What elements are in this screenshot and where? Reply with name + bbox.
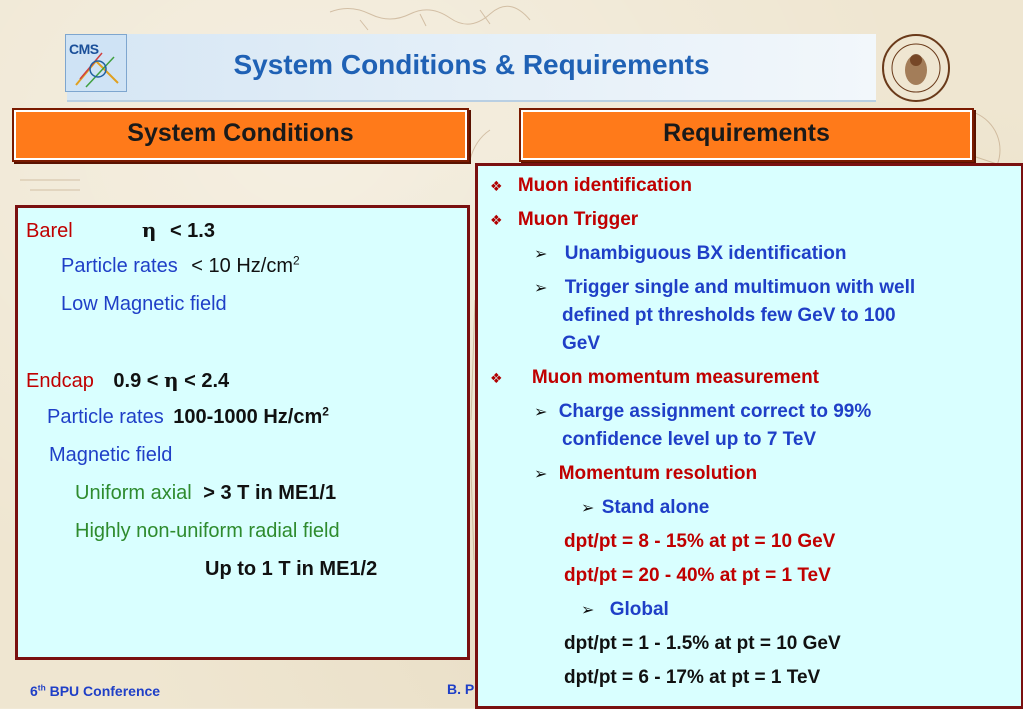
endcap-rates-value: 100-1000 Hz/cm — [173, 406, 323, 428]
arrow-bullet-icon: ➢ — [534, 244, 548, 263]
title-bar — [67, 34, 876, 102]
requirements-header — [519, 108, 974, 162]
standalone-line1: dpt/pt = 8 - 15% at pt = 10 GeV — [564, 531, 836, 552]
diamond-bullet-icon: ❖ — [490, 213, 503, 229]
arrow-bullet-icon: ➢ — [534, 278, 548, 297]
diamond-bullet-icon: ❖ — [490, 179, 503, 195]
footer-conf-prefix: 6 — [30, 683, 38, 699]
arrow-bullet-icon: ➢ — [534, 402, 548, 421]
endcap-rates-row — [47, 406, 329, 429]
req-item-momentum — [490, 367, 819, 389]
global-text: Global — [609, 599, 669, 620]
req-sub-trigger-line2: defined pt thresholds few GeV to 100 — [562, 305, 896, 326]
standalone-row — [581, 497, 709, 519]
nonuniform-label: Highly non-uniform radial field — [75, 520, 340, 542]
requirements-panel — [475, 163, 1023, 709]
endcap-rates-label: Particle rates — [47, 406, 164, 428]
req-item-muon-trigger — [490, 209, 638, 231]
barel-rates-row — [61, 255, 300, 278]
university-seal — [880, 32, 952, 104]
uniform-label: Uniform axial — [75, 482, 192, 504]
endcap-eta-low: 0.9 < — [113, 370, 159, 392]
footer-conf-sup: th — [37, 682, 46, 693]
req-sub-trigger-text1: Trigger single and multimuon with well — [564, 277, 916, 298]
barel-rates-label: Particle rates — [61, 255, 178, 277]
barel-eta-value: < 1.3 — [169, 220, 215, 242]
system-conditions-title: System Conditions — [127, 119, 354, 147]
endcap-rates-exp: 2 — [322, 404, 329, 419]
standalone-line2: dpt/pt = 20 - 40% at pt = 1 TeV — [564, 565, 831, 586]
uniform-value: > 3 T in ME1/1 — [203, 482, 337, 504]
cms-logo — [65, 34, 127, 92]
diamond-bullet-icon: ❖ — [490, 371, 503, 387]
barel-row — [26, 218, 215, 243]
system-conditions-header — [12, 108, 469, 162]
req-item-muon-id — [490, 175, 692, 197]
requirements-title: Requirements — [663, 119, 830, 147]
arrow-bullet-icon: ➢ — [534, 464, 548, 483]
req-item-muon-trigger-text: Muon Trigger — [517, 209, 639, 230]
footer-conf-suffix: BPU Conference — [45, 683, 161, 699]
req-sub-charge-line2: confidence level up to 7 TeV — [562, 429, 817, 450]
req-item-momentum-text: Muon momentum measurement — [531, 367, 819, 388]
req-sub-trigger-line1 — [534, 277, 915, 299]
req-item-muon-id-text: Muon identification — [517, 175, 692, 196]
endcap-eta-symbol: η — [164, 368, 179, 392]
arrow-bullet-icon: ➢ — [581, 600, 595, 619]
req-sub-bx-text: Unambiguous BX identification — [564, 243, 847, 264]
req-sub-resolution-text: Momentum resolution — [558, 463, 758, 484]
barel-rates-exp: 2 — [292, 253, 300, 268]
endcap-eta-high: < 2.4 — [184, 370, 230, 392]
cms-logo-graphic — [66, 35, 126, 91]
global-line2: dpt/pt = 6 - 17% at pt = 1 TeV — [564, 667, 821, 688]
endcap-row — [26, 368, 229, 393]
system-conditions-panel — [15, 205, 470, 660]
barel-rates-value: < 10 Hz/cm — [191, 255, 293, 277]
req-sub-charge-line1 — [534, 401, 871, 423]
footer-author: B. P — [447, 681, 475, 697]
req-sub-bx — [534, 243, 847, 265]
arrow-bullet-icon: ➢ — [581, 498, 595, 517]
barel-field: Low Magnetic field — [61, 293, 227, 315]
slide-title: System Conditions & Requirements — [233, 49, 710, 80]
endcap-field: Magnetic field — [49, 444, 173, 466]
barel-label: Barel — [26, 220, 73, 242]
global-row — [581, 599, 669, 621]
cms-logo-text: CMS — [69, 41, 99, 57]
req-sub-resolution — [534, 463, 757, 485]
standalone-text: Stand alone — [601, 497, 710, 518]
endcap-label: Endcap — [26, 370, 94, 392]
req-sub-trigger-line3: GeV — [562, 333, 601, 354]
global-line1: dpt/pt = 1 - 1.5% at pt = 10 GeV — [564, 633, 841, 654]
uniform-row — [75, 482, 336, 505]
req-sub-charge-text1: Charge assignment correct to 99% — [558, 401, 872, 422]
footer-conference — [30, 683, 160, 699]
nonuniform-value: Up to 1 T in ME1/2 — [205, 558, 378, 580]
barel-eta-symbol: η — [141, 218, 157, 242]
